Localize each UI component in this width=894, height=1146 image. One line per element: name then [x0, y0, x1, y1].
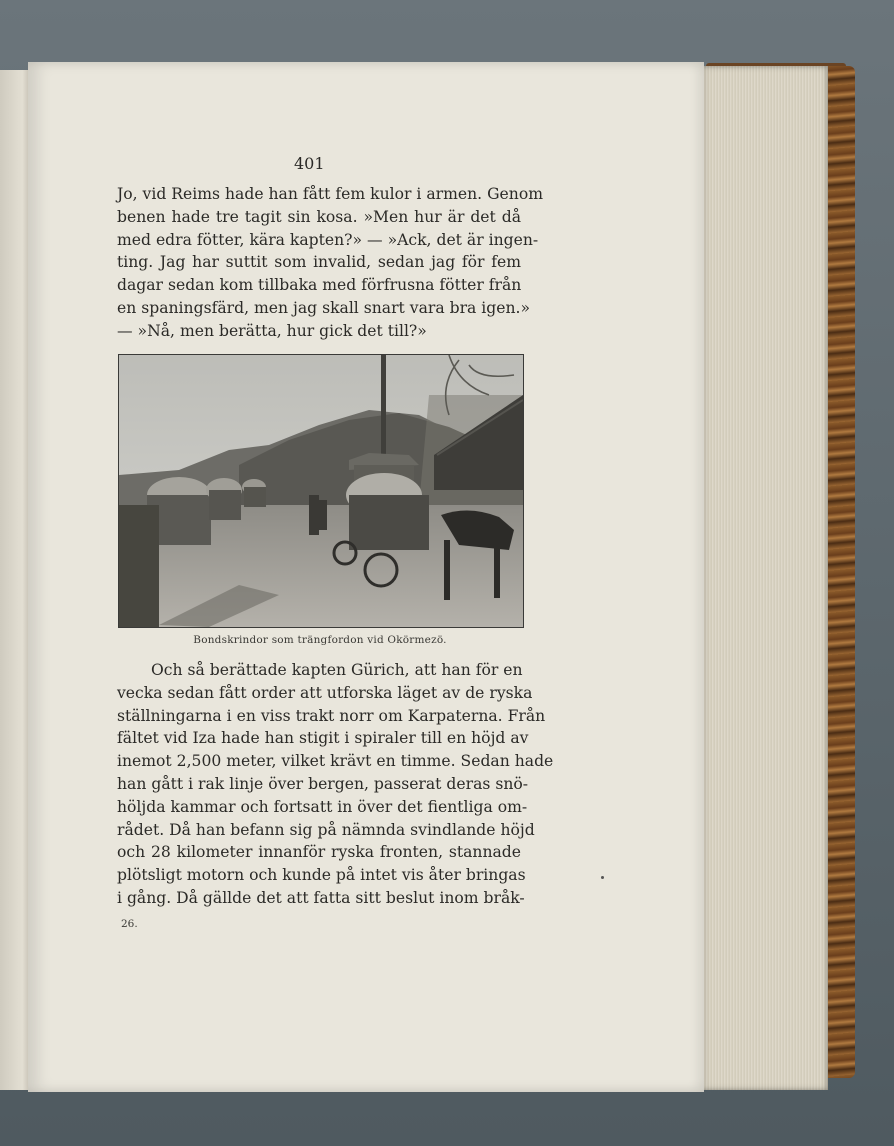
text-line: höljda kammar och fortsatt in över det fientliga om-: [117, 797, 528, 816]
text-line: Och så berättade kapten Gürich, att han för en: [151, 661, 523, 679]
text-line: ställningarna i en viss trakt norr om Karpaterna. Från: [117, 706, 546, 725]
text-line: Jo, vid Reims hade han fått fem kulor i armen. Genom: [117, 185, 543, 203]
photo-caption: Bondskrindor som trängfordon vid Okörmezö.: [193, 634, 447, 646]
signature-mark: 26.: [121, 918, 138, 930]
text-line: — »Nå, men berätta, hur gick det till?»: [117, 321, 427, 340]
text-line: ting. Jag har suttit som invalid, sedan jag för fem: [117, 253, 521, 272]
text-line: benen hade tre tagit sin kosa. »Men hur är det då: [117, 207, 521, 226]
text-line: fältet vid Iza hade han stigit i spiraler till en höjd av: [117, 729, 529, 748]
text-line: dagar sedan kom tillbaka med förfrusna fötter från: [117, 276, 522, 295]
text-line: med edra fötter, kära kapten?» — »Ack, det är ingen-: [117, 230, 539, 249]
text-line: och 28 kilometer innanför ryska fronten, stannade: [117, 843, 521, 862]
text-line: plötsligt motorn och kunde på intet vis åter bringas: [117, 866, 526, 885]
photograph-image: [119, 355, 523, 627]
page-number: 401: [294, 154, 325, 173]
text-line: i gång. Då gällde det att fatta sitt beslut inom bråk-: [117, 888, 525, 907]
text-line: en spaningsfärd, men jag skall snart vara bra igen.»: [117, 298, 531, 317]
photograph-wagons: [118, 354, 524, 628]
text-line: han gått i rak linje över bergen, passerat deras snö-: [117, 774, 529, 793]
text-line: rådet. Då han befann sig på nämnda svindlande höjd: [117, 820, 535, 839]
paragraph-1: [117, 183, 543, 343]
text-line: inemot 2,500 meter, vilket krävt en timme. Sedan hade: [117, 752, 554, 771]
text-line: vecka sedan fått order att utforska läget av de ryska: [117, 683, 533, 702]
paragraph-2: [117, 659, 554, 910]
page-block-edge: [700, 66, 828, 1090]
ink-speck: [601, 876, 604, 879]
